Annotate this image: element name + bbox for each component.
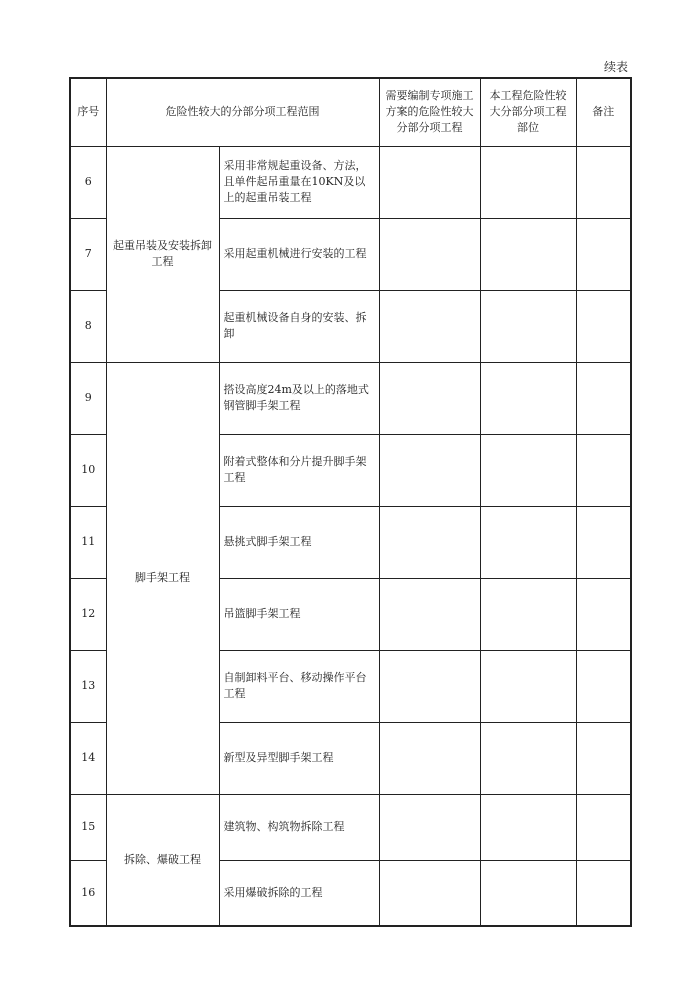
need-plan-cell[interactable] (379, 578, 480, 650)
need-plan-cell[interactable] (379, 218, 480, 290)
project-part-cell[interactable] (480, 722, 576, 794)
row-number: 9 (70, 362, 106, 434)
project-part-cell[interactable] (480, 218, 576, 290)
item-cell: 自制卸料平台、移动操作平台工程 (219, 650, 379, 722)
row-number: 14 (70, 722, 106, 794)
need-plan-cell[interactable] (379, 860, 480, 926)
row-number: 8 (70, 290, 106, 362)
project-part-cell[interactable] (480, 578, 576, 650)
category-cell: 拆除、爆破工程 (106, 794, 219, 926)
header-remark: 备注 (576, 78, 631, 146)
project-part-cell[interactable] (480, 146, 576, 218)
remark-cell[interactable] (576, 794, 631, 860)
remark-cell[interactable] (576, 146, 631, 218)
item-cell: 采用爆破拆除的工程 (219, 860, 379, 926)
row-number: 12 (70, 578, 106, 650)
item-cell: 吊篮脚手架工程 (219, 578, 379, 650)
remark-cell[interactable] (576, 218, 631, 290)
row-number: 6 (70, 146, 106, 218)
row-number: 15 (70, 794, 106, 860)
item-cell: 采用起重机械进行安装的工程 (219, 218, 379, 290)
project-part-cell[interactable] (480, 362, 576, 434)
row-number: 11 (70, 506, 106, 578)
project-part-cell[interactable] (480, 506, 576, 578)
need-plan-cell[interactable] (379, 650, 480, 722)
continued-label: 续表 (603, 60, 628, 74)
need-plan-cell[interactable] (379, 146, 480, 218)
item-cell: 起重机械设备自身的安装、拆卸 (219, 290, 379, 362)
item-cell: 搭设高度24m及以上的落地式钢管脚手架工程 (219, 362, 379, 434)
remark-cell[interactable] (576, 362, 631, 434)
item-cell: 附着式整体和分片提升脚手架工程 (219, 434, 379, 506)
header-scope: 危险性较大的分部分项工程范围 (106, 78, 379, 146)
project-part-cell[interactable] (480, 794, 576, 860)
category-cell: 脚手架工程 (106, 362, 219, 794)
need-plan-cell[interactable] (379, 722, 480, 794)
remark-cell[interactable] (576, 578, 631, 650)
row-number: 13 (70, 650, 106, 722)
row-number: 16 (70, 860, 106, 926)
need-plan-cell[interactable] (379, 362, 480, 434)
project-part-cell[interactable] (480, 860, 576, 926)
header-need-plan: 需要编制专项施工方案的危险性较大分部分项工程 (379, 78, 480, 146)
row-number: 7 (70, 218, 106, 290)
project-part-cell[interactable] (480, 290, 576, 362)
category-cell: 起重吊装及安装拆卸工程 (106, 146, 219, 362)
table-row (70, 794, 631, 860)
table-row (70, 146, 631, 218)
remark-cell[interactable] (576, 860, 631, 926)
header-project-part: 本工程危险性较大分部分项工程部位 (480, 78, 576, 146)
remark-cell[interactable] (576, 722, 631, 794)
header-seq: 序号 (70, 78, 106, 146)
item-cell: 新型及异型脚手架工程 (219, 722, 379, 794)
need-plan-cell[interactable] (379, 290, 480, 362)
remark-cell[interactable] (576, 506, 631, 578)
need-plan-cell[interactable] (379, 794, 480, 860)
header-row (70, 78, 631, 146)
remark-cell[interactable] (576, 290, 631, 362)
item-cell: 建筑物、构筑物拆除工程 (219, 794, 379, 860)
table-row (70, 362, 631, 434)
hazard-table (69, 77, 632, 927)
item-cell: 悬挑式脚手架工程 (219, 506, 379, 578)
remark-cell[interactable] (576, 650, 631, 722)
need-plan-cell[interactable] (379, 434, 480, 506)
item-cell: 采用非常规起重设备、方法，且单件起吊重量在10KN及以上的起重吊装工程 (219, 146, 379, 218)
need-plan-cell[interactable] (379, 506, 480, 578)
remark-cell[interactable] (576, 434, 631, 506)
row-number: 10 (70, 434, 106, 506)
project-part-cell[interactable] (480, 434, 576, 506)
project-part-cell[interactable] (480, 650, 576, 722)
